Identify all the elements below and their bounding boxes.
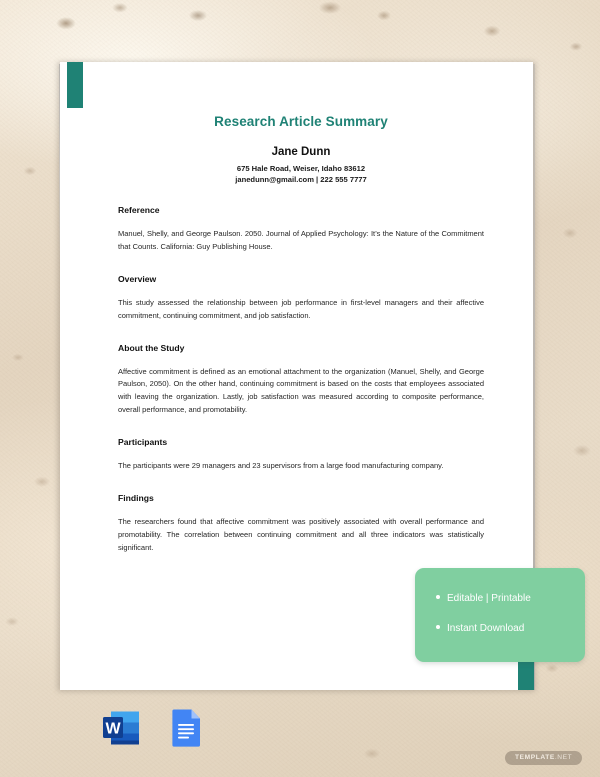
promo-item-label: Editable | Printable bbox=[447, 593, 531, 604]
section-body: Manuel, Shelly, and George Paulson. 2050. Journal of Applied Psychology: It’s the Nature of the Commitment that Counts. California: Guy Publishing House. bbox=[118, 229, 484, 251]
promo-item-editable-printable bbox=[436, 593, 531, 604]
section-heading: Participants bbox=[118, 437, 168, 448]
section-heading: Overview bbox=[118, 273, 157, 284]
section-body: Affective commitment is defined as an emotional attachment to the organization (Manuel, Shelly, and George Paulson, 2050). On the other hand, continuing commitment is based on the costs that employees associated with leaving the organization. Lastly, job satisfaction was measured according to composite performance, overall performance, and promotability. bbox=[118, 366, 484, 415]
bullet-icon bbox=[436, 625, 440, 629]
section-reference bbox=[118, 205, 484, 254]
svg-text:W: W bbox=[105, 720, 121, 738]
accent-bar-bottom-right bbox=[518, 659, 534, 690]
promo-badge bbox=[415, 568, 585, 662]
section-heading: About the Study bbox=[118, 342, 185, 353]
document-content bbox=[118, 114, 484, 555]
bullet-icon bbox=[436, 595, 440, 599]
document-title: Research Article Summary bbox=[214, 114, 388, 129]
author-contact: janedunn@gmail.com | 222 555 7777 bbox=[235, 175, 367, 184]
promo-item-instant-download bbox=[436, 623, 524, 634]
section-body: The researchers found that affective commitment was positively associated with overall performance and promotability. The correlation between continuing commitment and all three indicators was statistically significant. bbox=[118, 517, 484, 552]
watermark-brand: TEMPLATE bbox=[515, 754, 555, 761]
watermark-suffix: .NET bbox=[554, 754, 573, 761]
section-about-the-study bbox=[118, 343, 484, 418]
google-docs-icon[interactable] bbox=[162, 704, 210, 752]
microsoft-word-icon[interactable] bbox=[98, 704, 146, 752]
author-name: Jane Dunn bbox=[271, 146, 331, 158]
section-overview bbox=[118, 274, 484, 323]
section-body: This study assessed the relationship between job performance in first-level managers and their affective commitment, continuing commitment, and job satisfaction. bbox=[118, 297, 484, 320]
section-participants bbox=[118, 437, 484, 473]
section-body: The participants were 29 managers and 23 supervisors from a large food manufacturing company. bbox=[118, 461, 444, 471]
promo-item-label: Instant Download bbox=[447, 623, 525, 634]
section-findings bbox=[118, 493, 484, 555]
section-heading: Reference bbox=[118, 205, 160, 215]
section-heading: Findings bbox=[118, 493, 154, 504]
watermark-badge bbox=[505, 751, 582, 765]
accent-bar-top-left bbox=[67, 62, 83, 108]
author-address: 675 Hale Road, Weiser, Idaho 83612 bbox=[236, 164, 366, 173]
